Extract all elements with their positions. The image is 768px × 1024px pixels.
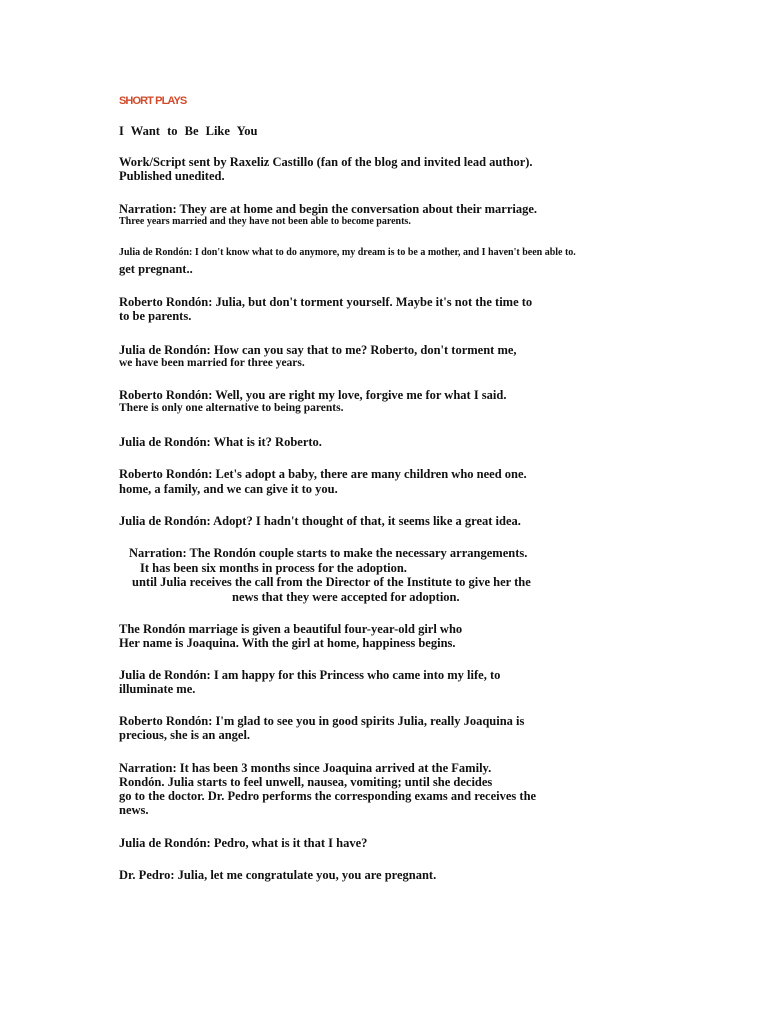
text-line-small: Three years married and they have not been able to become parents. bbox=[119, 216, 411, 227]
paragraph-julia-6 bbox=[119, 836, 559, 850]
text-line: go to the doctor. Dr. Pedro performs the corresponding exams and receives the bbox=[119, 789, 537, 803]
text-line: Work/Script sent by Raxeliz Castillo (fan of the blog and invited lead author). bbox=[119, 155, 533, 169]
text-line: Published unedited. bbox=[119, 169, 225, 183]
paragraph-julia-4 bbox=[119, 514, 559, 528]
narration-centered bbox=[119, 546, 579, 604]
paragraph-roberto-1 bbox=[119, 295, 559, 323]
paragraph-roberto-3 bbox=[119, 467, 559, 496]
text-line: news that they were accepted for adoption. bbox=[232, 589, 460, 604]
text-line: Julia de Rondón: I am happy for this Princess who came into my life, to bbox=[119, 668, 501, 682]
text-line: It has been six months in process for the adoption. bbox=[140, 560, 407, 575]
text-line: Dr. Pedro: Julia, let me congratulate you, you are pregnant. bbox=[119, 868, 437, 882]
text-line: Narration: They are at home and begin the conversation about their marriage. bbox=[119, 202, 538, 216]
text-line: we have been married for three years. bbox=[119, 357, 305, 369]
text-line: news. bbox=[119, 803, 149, 817]
text-line: get pregnant.. bbox=[119, 262, 193, 276]
text-line: illuminate me. bbox=[119, 682, 196, 696]
text-line: Roberto Rondón: Julia, but don't torment yourself. Maybe it's not the time to bbox=[119, 295, 533, 309]
paragraph-pedro-1 bbox=[119, 868, 559, 882]
text-line: The Rondón marriage is given a beautiful four-year-old girl who bbox=[119, 622, 463, 636]
text-line: Julia de Rondón: Adopt? I hadn't thought of that, it seems like a great idea. bbox=[119, 514, 521, 528]
text-line: Her name is Joaquina. With the girl at home, happiness begins. bbox=[119, 636, 456, 650]
paragraph-julia-2 bbox=[119, 343, 559, 369]
section-heading: SHORT PLAYS bbox=[119, 95, 187, 107]
text-line: There is only one alternative to being parents. bbox=[119, 402, 344, 414]
text-line-small: Julia de Rondón: I don't know what to do anymore, my dream is to be a mother, and I haven't been able to. bbox=[119, 247, 576, 258]
text-line: until Julia receives the call from the Director of the Institute to give her the bbox=[132, 575, 531, 589]
paragraph-intro bbox=[119, 155, 559, 183]
paragraph-julia-1 bbox=[119, 247, 576, 276]
text-line: Roberto Rondón: Let's adopt a baby, there are many children who need one. bbox=[119, 467, 527, 481]
paragraph-julia-3 bbox=[119, 435, 559, 449]
paragraph-narration-2 bbox=[119, 761, 559, 817]
play-title: I Want to Be Like You bbox=[119, 124, 258, 138]
text-line: to be parents. bbox=[119, 309, 192, 323]
paragraph-roberto-2 bbox=[119, 388, 559, 414]
paragraph-roberto-4 bbox=[119, 714, 559, 742]
text-line: Julia de Rondón: What is it? Roberto. bbox=[119, 435, 322, 449]
text-line: Julia de Rondón: Pedro, what is it that I have? bbox=[119, 836, 368, 850]
text-line: home, a family, and we can give it to you. bbox=[119, 482, 338, 496]
paragraph-narration-1 bbox=[119, 202, 559, 228]
text-line: Julia de Rondón: How can you say that to me? Roberto, don't torment me, bbox=[119, 343, 517, 357]
paragraph-marriage bbox=[119, 622, 559, 650]
text-line: Roberto Rondón: Well, you are right my love, forgive me for what I said. bbox=[119, 388, 507, 402]
text-line: Narration: The Rondón couple starts to make the necessary arrangements. bbox=[129, 546, 528, 560]
text-line: Roberto Rondón: I'm glad to see you in good spirits Julia, really Joaquina is bbox=[119, 714, 525, 728]
text-line: Rondón. Julia starts to feel unwell, nausea, vomiting; until she decides bbox=[119, 775, 493, 789]
paragraph-julia-5 bbox=[119, 668, 559, 696]
text-line: precious, she is an angel. bbox=[119, 728, 251, 742]
text-line: Narration: It has been 3 months since Joaquina arrived at the Family. bbox=[119, 761, 492, 775]
